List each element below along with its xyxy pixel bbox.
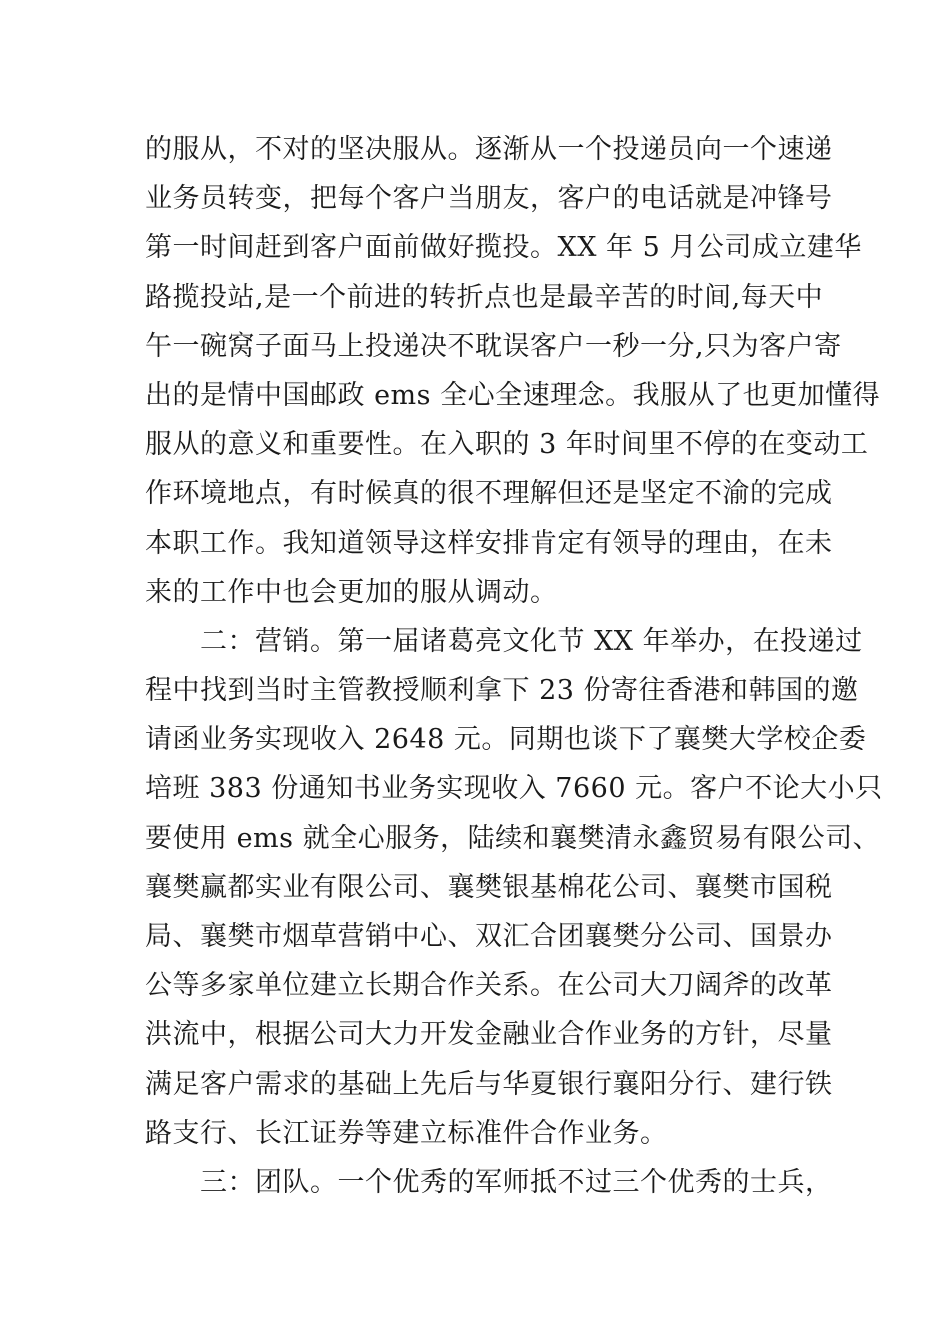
text-line: 二：营销。第一届诸葛亮文化节 XX 年举办，在投递过: [145, 625, 863, 657]
text-line: 洪流中，根据公司大力开发金融业合作业务的方针，尽量: [145, 1019, 833, 1051]
text-line: 服从的意义和重要性。在入职的 3 年时间里不停的在变动工: [145, 429, 869, 461]
text-line: 来的工作中也会更加的服从调动。: [145, 576, 558, 608]
text-line: 业务员转变，把每个客户当朋友，客户的电话就是冲锋号: [145, 183, 833, 215]
text-line: 三：团队。一个优秀的军师抵不过三个优秀的士兵，: [145, 1166, 833, 1198]
text-line: 出的是情中国邮政 ems 全心全速理念。我服从了也更加懂得: [145, 379, 881, 411]
text-line: 路揽投站,是一个前进的转折点也是最辛苦的时间,每天中: [145, 281, 824, 313]
body-text: [145, 125, 883, 1207]
text-line: 程中找到当时主管教授顺利拿下 23 份寄往香港和韩国的邀: [145, 675, 859, 707]
text-line: 公等多家单位建立长期合作关系。在公司大刀阔斧的改革: [145, 970, 833, 1002]
text-line: 满足客户需求的基础上先后与华夏银行襄阳分行、建行铁: [145, 1068, 833, 1100]
text-line: 午一碗窝子面马上投递决不耽误客户一秒一分,只为客户寄: [145, 330, 842, 362]
text-line: 局、襄樊市烟草营销中心、双汇合团襄樊分公司、国景办: [145, 921, 833, 952]
text-line: 第一时间赶到客户面前做好揽投。XX 年 5 月公司成立建华: [145, 232, 862, 264]
text-line: 的服从，不对的坚决服从。逐渐从一个投递员向一个速递: [145, 134, 833, 165]
text-line: 要使用 ems 就全心服务，陆续和襄樊清永鑫贸易有限公司、: [145, 822, 881, 854]
text-line: 培班 383 份通知书业务实现收入 7660 元。客户不论大小只: [145, 773, 883, 805]
text-line: 请函业务实现收入 2648 元。同期也谈下了襄樊大学校企委: [145, 724, 867, 756]
text-line: 路支行、长江证券等建立标准件合作业务。: [145, 1117, 668, 1149]
text-line: 本职工作。我知道领导这样安排肯定有领导的理由，在未: [145, 527, 833, 559]
text-line: 襄樊赢都实业有限公司、襄樊银基棉花公司、襄樊市国税: [145, 871, 833, 903]
text-line: 作环境地点，有时候真的很不理解但还是坚定不渝的完成: [145, 478, 833, 510]
